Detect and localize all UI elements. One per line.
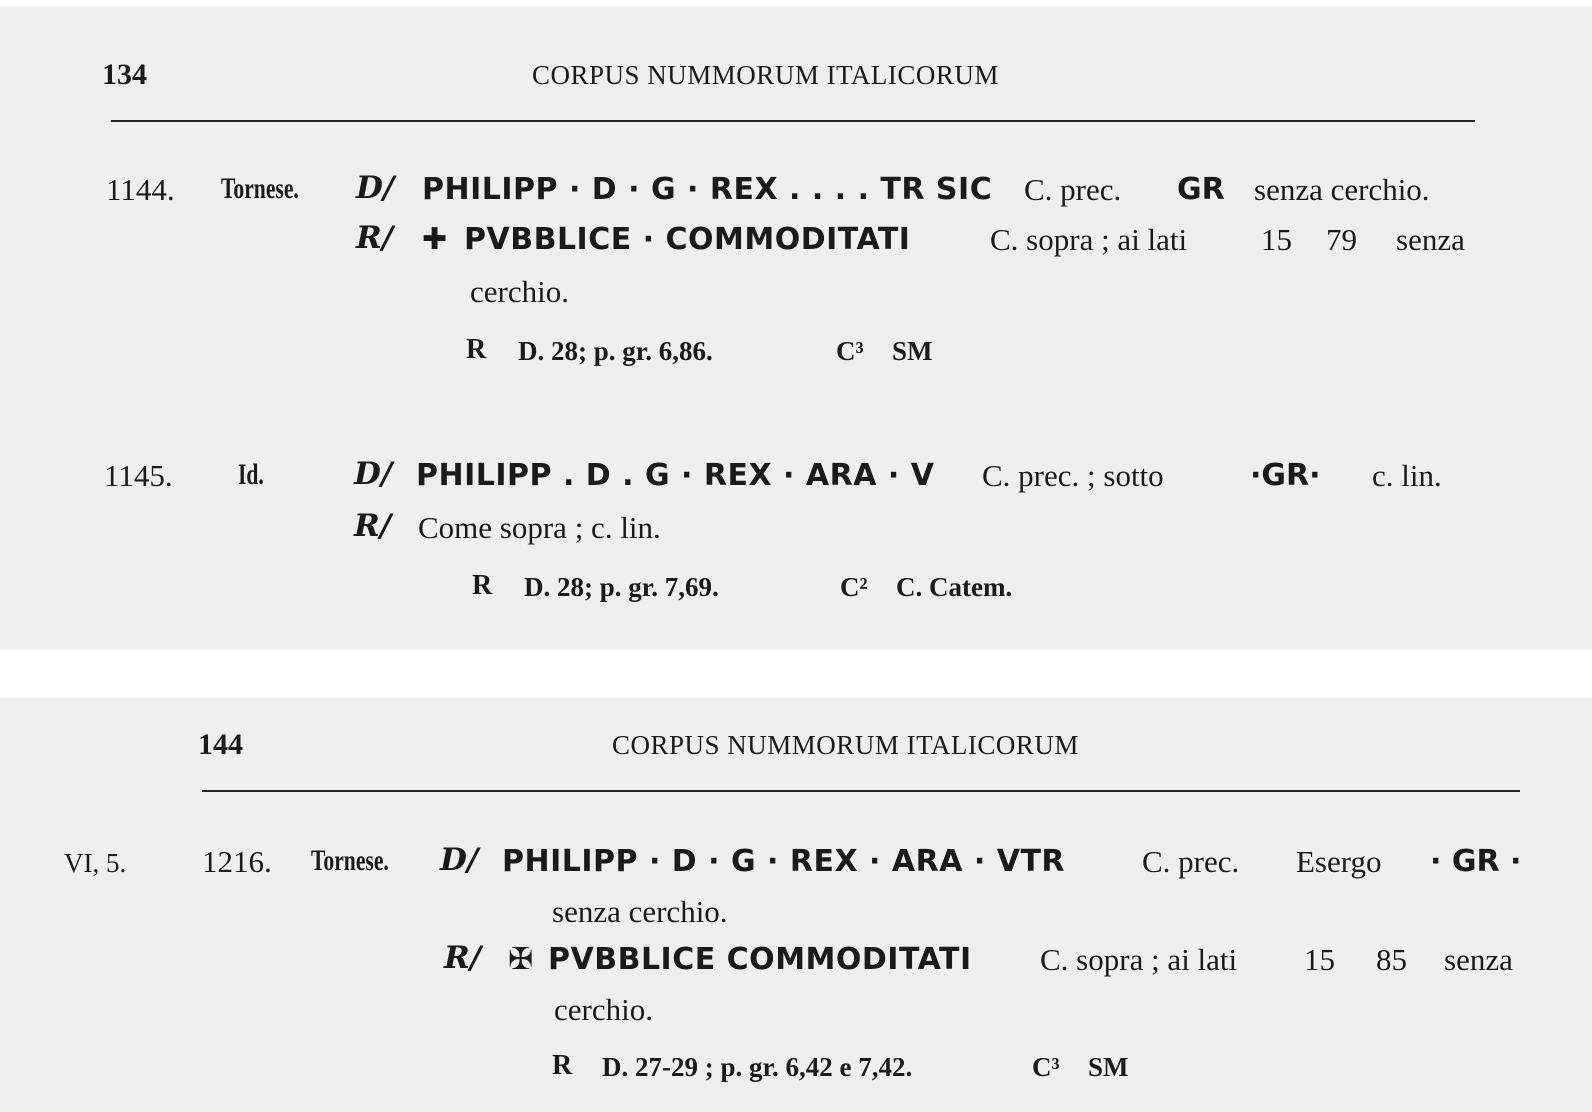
coin-details: D. 27-29 ; p. gr. 6,42 e 7,42.: [602, 1052, 913, 1082]
reverse-description-end: senza: [1396, 222, 1465, 257]
obverse-description: C. prec. ; sotto: [982, 458, 1164, 493]
obverse-description-continued: senza cerchio.: [552, 894, 728, 929]
reverse-cross-symbol: ✚: [422, 222, 448, 257]
page-number: 134: [102, 58, 147, 91]
reverse-date-left: 15: [1261, 222, 1292, 257]
rarity: C³: [1032, 1052, 1060, 1082]
obverse-legend: PHILIPP . D . G · REX · ARA · V: [416, 458, 935, 493]
reverse-siglum: R/: [444, 940, 482, 976]
entry-number: 1216.: [202, 844, 272, 879]
reverse-date-right: 79: [1326, 222, 1357, 257]
obverse-siglum: D/: [354, 456, 393, 492]
reverse-siglum: R/: [354, 508, 392, 544]
obverse-legend: PHILIPP · D · G · REX . . . . TR SIC: [422, 172, 993, 207]
obverse-description-end: senza cerchio.: [1254, 172, 1430, 207]
page-number: 144: [198, 728, 243, 761]
reverse-description: C. sopra ; ai lati: [990, 222, 1188, 257]
obverse-siglum: D/: [356, 170, 395, 206]
reverse-description-continued: cerchio.: [470, 274, 569, 309]
header-rule: [202, 790, 1520, 792]
bottom-page-scan: [0, 698, 1592, 1112]
header-rule: [111, 120, 1475, 122]
obverse-siglum: D/: [440, 842, 479, 878]
metal-symbol: R: [466, 334, 487, 365]
coin-details: D. 28; p. gr. 7,69.: [524, 572, 719, 602]
reverse-siglum: R/: [356, 220, 394, 256]
reverse-date-right: 85: [1376, 942, 1407, 977]
collection: C. Catem.: [896, 572, 1013, 602]
rarity: C²: [840, 572, 868, 602]
plate-reference: VI, 5.: [64, 848, 127, 878]
running-title: CORPUS NUMMORUM ITALICORUM: [612, 730, 1079, 760]
reverse-description: C. sopra ; ai lati: [1040, 942, 1238, 977]
obverse-description-end: c. lin.: [1372, 458, 1442, 493]
reverse-description-end: senza: [1444, 942, 1513, 977]
obverse-description: C. prec.: [1024, 172, 1122, 207]
top-page-scan: [0, 6, 1592, 650]
rarity: C³: [836, 336, 864, 366]
exergue-label: Esergo: [1296, 844, 1382, 879]
running-title: CORPUS NUMMORUM ITALICORUM: [532, 60, 999, 90]
denomination: Tornese.: [221, 172, 299, 205]
metal-symbol: R: [472, 570, 493, 601]
obverse-description: C. prec.: [1142, 844, 1240, 879]
obverse-mark: GR: [1177, 172, 1225, 207]
denomination: Tornese.: [311, 844, 389, 877]
collection: SM: [892, 336, 933, 366]
reverse-legend: PVBBLICE · COMMODITATI: [464, 222, 911, 257]
entry-number: 1145.: [104, 458, 173, 493]
obverse-mark: ·GR·: [1250, 458, 1321, 493]
obverse-mark: · GR ·: [1430, 844, 1522, 879]
obverse-legend: PHILIPP · D · G · REX · ARA · VTR: [502, 844, 1066, 879]
reverse-cross-symbol: ✠: [508, 942, 534, 977]
reverse-description-continued: cerchio.: [554, 992, 653, 1027]
coin-details: D. 28; p. gr. 6,86.: [518, 336, 713, 366]
metal-symbol: R: [552, 1050, 573, 1081]
reverse-legend: PVBBLICE COMMODITATI: [548, 942, 972, 977]
reverse-description: Come sopra ; c. lin.: [418, 510, 661, 545]
collection: SM: [1088, 1052, 1129, 1082]
reverse-date-left: 15: [1304, 942, 1335, 977]
denomination: Id.: [238, 458, 264, 491]
entry-number: 1144.: [106, 172, 175, 207]
